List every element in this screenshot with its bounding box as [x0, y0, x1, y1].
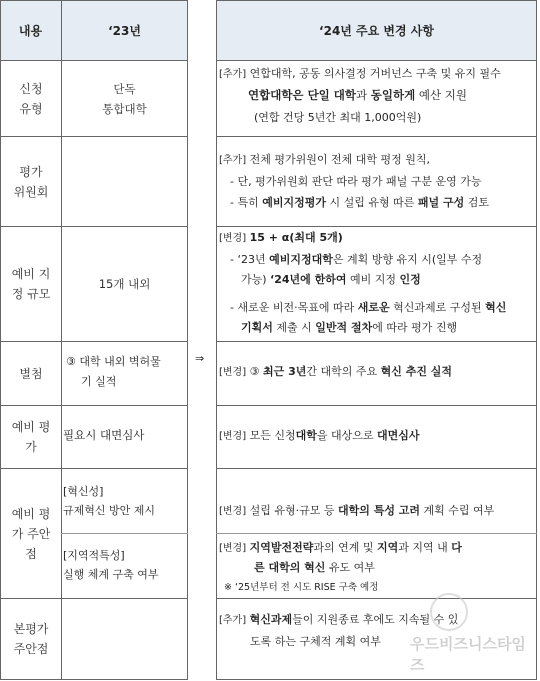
main-focus-line2: 도록 하는 구체적 계획 여부	[250, 635, 381, 648]
preliminary-scale-line4: - 새로운 비전·목표에 따라 새로운 혁신과제로 구성된 혁신	[230, 301, 507, 314]
row-2024-preliminary-eval: [변경] 모든 신청대학을 대상으로 대면심사	[219, 429, 420, 442]
header-content: 내용	[0, 0, 61, 60]
header-2024-changes: ‘24년 주요 변경 사항	[216, 0, 537, 60]
application-type-line3: (연합 건당 5년간 최대 1,000억원)	[254, 111, 422, 124]
row-label-preliminary-scale: 예비 지 정 규모	[11, 267, 51, 301]
row-2024-application-type: [추가] 연합대학, 공동 의사결정 거버넌스 구축 및 유지 필수	[219, 67, 501, 80]
application-type-line2: 연합대학은 단일 대학과 동일하게 예산 지원	[248, 88, 467, 102]
evaluation-committee-line3: - 특히 예비지정평가 시 설립 유형 따른 패널 구성 검토	[230, 196, 489, 209]
row-2023-innovation-desc: 규제혁신 방안 제시	[63, 504, 156, 517]
row-label-preliminary-eval: 예비 평 가	[11, 420, 51, 454]
row-label-attachment: 별첨	[19, 366, 43, 381]
evaluation-committee-line2: - 단, 평가위원회 판단 따라 평가 패널 구분 운영 가능	[230, 175, 482, 188]
preliminary-scale-line5: 기획서 제출 시 일반적 절차에 따라 평가 진행	[241, 321, 458, 334]
row-2024-evaluation-committee: [추가] 전체 평가위원이 전체 대학 평정 원칙,	[219, 153, 430, 166]
preliminary-scale-line2: - ‘23년 예비지정대학은 계획 방향 유지 시(일부 수정	[230, 253, 483, 266]
row-2023-attachment: ③ 대학 내외 벽허물	[66, 355, 161, 368]
row-2024-attachment: [변경] ③ 최근 3년간 대학의 주요 혁신 추진 실적	[219, 365, 453, 378]
row-label-evaluation-committee: 평가 위원회	[13, 164, 49, 199]
row-2024-regional: [변경] 지역발전전략과의 연계 및 지역과 지역 내 다	[219, 541, 462, 554]
row-2023-attachment-line2: 기 실적	[81, 375, 117, 388]
row-2023-regional-desc: 실행 체계 구축 여부	[63, 568, 159, 581]
row-label-application-type: 신청 유형	[19, 81, 43, 116]
row-2023-regional: [지역적특성]	[63, 549, 125, 562]
row-2023-application-type: 단독 통합대학	[102, 81, 147, 116]
row-2023-innovation: [혁신성]	[63, 485, 104, 498]
row-2024-main-focus: [추가] 혁신과제들이 지원종료 후에도 지속될 수 있	[219, 613, 459, 626]
preliminary-scale-line3: 가능) ‘24년에 한하여 예비 지정 인정	[241, 273, 421, 286]
watermark-logo-icon	[430, 593, 468, 631]
row-label-preliminary-focus: 예비 평 가 주안 점	[11, 506, 51, 561]
row-2023-preliminary-scale: 15개 내외	[98, 277, 151, 291]
row-2024-innovation: [변경] 설립 유형·규모 등 대학의 특성 고려 계획 수립 여부	[219, 504, 495, 517]
row-2023-preliminary-eval: 필요시 대면심사	[63, 428, 145, 442]
header-2023: ‘23년	[61, 0, 188, 60]
row-2024-preliminary-scale: [변경] 15 + α(최대 5개)	[219, 231, 343, 244]
regional-note: ※ ‘25년부터 전 시도 RISE 구축 예정	[224, 582, 379, 593]
row-label-main-focus: 본평가 주안점	[13, 622, 49, 656]
watermark: 우드비즈니스타임즈	[410, 635, 526, 674]
regional-line2: 른 대학의 혁신 유도 여부	[254, 561, 375, 574]
arrow-icon: ⇒	[195, 352, 205, 365]
